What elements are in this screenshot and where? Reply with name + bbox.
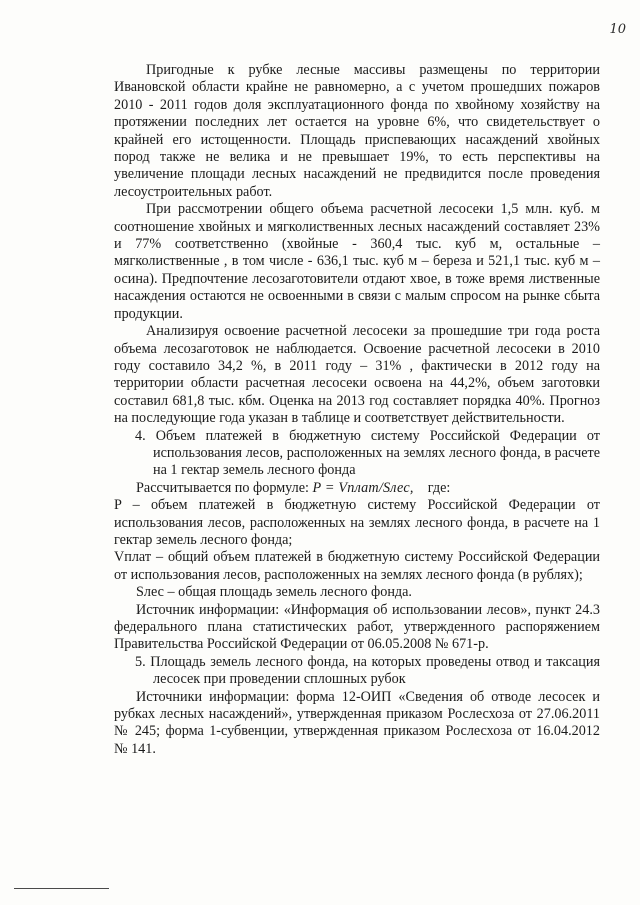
formula-intro: Рассчитывается по формуле:	[136, 479, 313, 496]
document-body	[114, 62, 600, 758]
source-item-4: Источник информации: «Информация об использовании лесов», пункт 24.3 федерального плана статистических работ, утвержденного распоряжением Правительства Российской Федерации от 06.05.2008 № 671-р.	[114, 601, 600, 653]
source-item-5: Источники информации: форма 12-ОИП «Сведения об отводе лесосек и рубках лесных насаждений», утвержденная приказом Рослесхоза от 27.06.2011 № 245; форма 1-субвенции, утвержденная приказом Рослесхоза от 16.04.2012 № 141.	[114, 688, 600, 757]
formula: P = Vплат/Sлес,	[312, 479, 414, 496]
item-4-heading: 4. Объем платежей в бюджетную систему Российской Федерации от использования лесов, расположенных на землях лесного фонда, в расчете на 1 гектар земель лесного фонда	[135, 427, 600, 479]
paragraph-allowable-cut: При рассмотрении общего объема расчетной лесосеки 1,5 млн. куб. м соотношение хвойных и мягколиственных лесных насаждений составляет 23% и 77% соответственно (хвойные - 360,4 тыс. куб м, остальные – мягколиственные , в том числе - 636,1 тыс. куб м – береза и 521,1 тыс. куб м – осина). Предпочтение лесозаготовители отдают хвое, в тоже время лиственные насаждения остаются не освоенными в связи с малым спросом на рынке сбыта продукции.	[114, 201, 600, 322]
item-5-heading: 5. Площадь земель лесного фонда, на которых проведены отвод и таксация лесосек при проведении сплошных рубок	[135, 653, 600, 688]
paragraph-forest-distribution: Пригодные к рубке лесные массивы размещены по территории Ивановской области крайне не равномерно, а с учетом прошедших пожаров 2010 - 2011 годов доля эксплуатационного фонда по хвойному хозяйству на протяжении последних лет остается на уровне 6%, что свидетельствует о крайней его истощенности. Площадь приспевающих насаждений хвойных пород также не велика и не превышает 19%, то есть перспективы на увеличение площади лесных насаждений не предвидится после проведения лесоустроительных работ.	[114, 62, 600, 200]
formula-where: где:	[427, 479, 451, 496]
footer-rule	[14, 888, 109, 889]
definition-sles: Sлес – общая площадь земель лесного фонда.	[136, 584, 412, 601]
paragraph-cut-development: Анализируя освоение расчетной лесосеки за прошедшие три года роста объема лесозаготовок не наблюдается. Освоение расчетной лесосеки в 2010 году составило 34,2 %, в 2011 году – 31% , фактически в 2012 году на территории области расчетная лесосеки освоена на 44,2%, объем заготовки составил 681,8 тыс. кбм. Оценка на 2013 год составляет порядка 40%. Прогноз на последующие года указан в таблице и соответствует действительности.	[114, 323, 600, 427]
definition-vplat: Vплат – общий объем платежей в бюджетную систему Российской Федерации от использования лесов, расположенных на землях лесного фонда (в рублях);	[114, 549, 600, 583]
definition-p: P – объем платежей в бюджетную систему Российской Федерации от использования лесов, расположенных на землях лесного фонда, в расчете на 1 гектар земель лесного фонда;	[114, 497, 600, 548]
page-number: 10	[609, 22, 626, 37]
formula-line	[114, 480, 600, 497]
